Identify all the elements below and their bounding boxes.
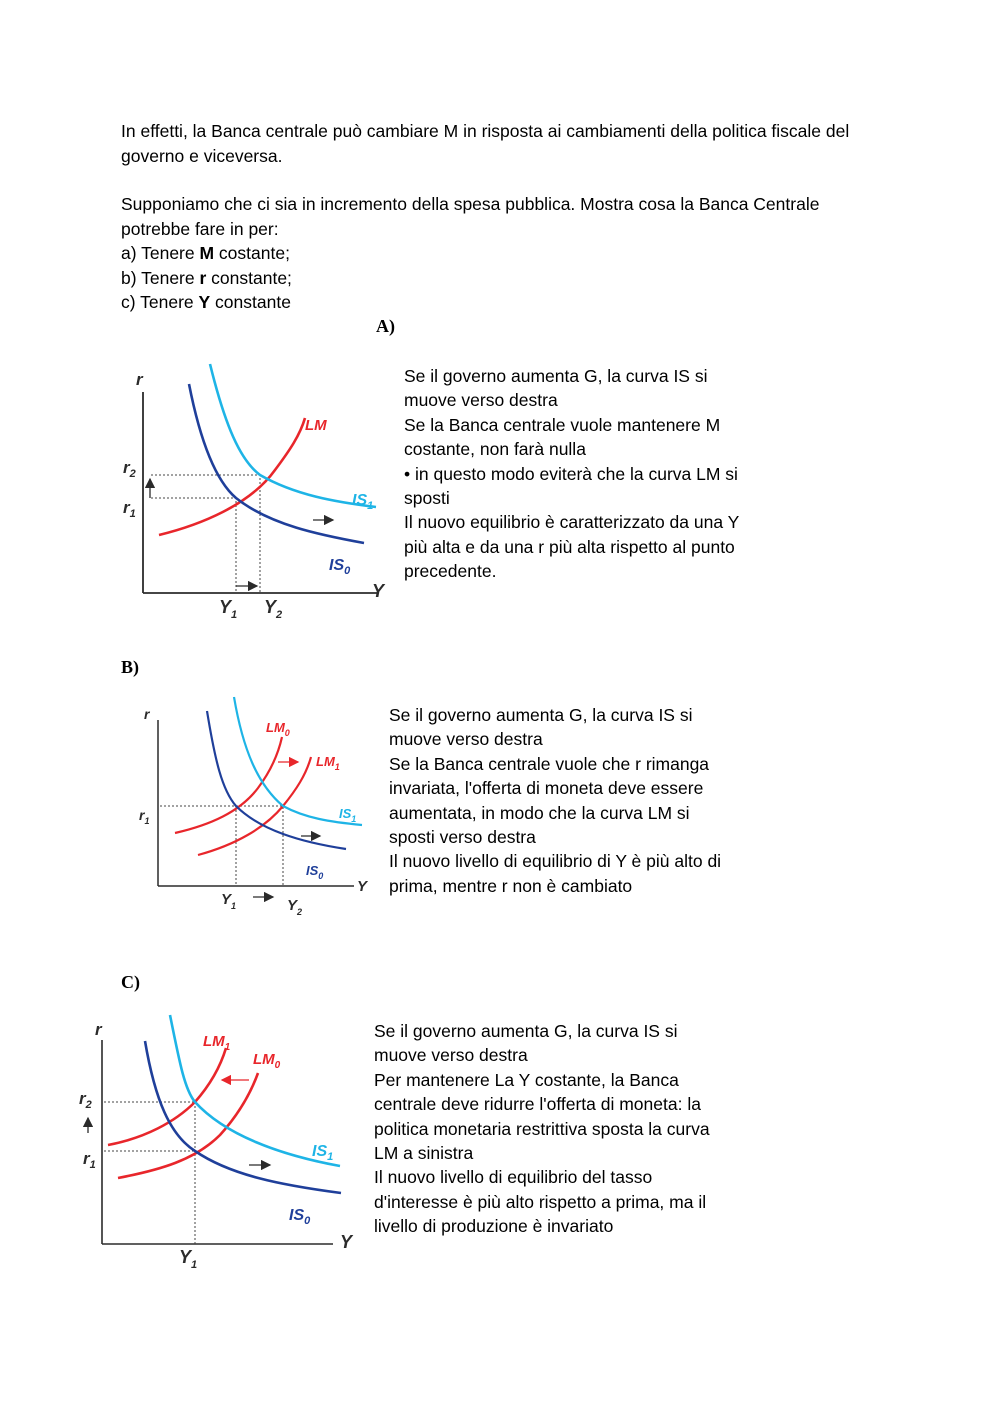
section-c-line: centrale deve ridurre l'offerta di moneta: la [374,1094,701,1115]
is0-curve [189,384,364,543]
axis-label-y: Y [372,581,385,601]
section-a-line: Se il governo aumenta G, la curva IS si [404,366,708,386]
axis-label-y: Y [357,878,368,895]
section-a-line: Se la Banca centrale vuole mantenere M [404,414,721,435]
intro-item-b: b) Tenere r constante; [121,267,292,288]
section-b-line: aumentata, in modo che la curva LM si [389,802,690,823]
section-c-line: Se il governo aumenta G, la curva IS si [374,1021,678,1041]
label-r2: $r_2$ [123,458,136,480]
section-a-line: Il nuovo equilibrio è caratterizzato da una Y [404,512,740,533]
intro-paragraph-2: Supponiamo che ci sia in incremento della spesa pubblica. Mostra cosa la Banca Centrale potrebbe fare in per: [121,194,820,239]
section-b-line: Se il governo aumenta G, la curva IS si [389,705,693,725]
section-a-line: muove verso destra [404,390,558,411]
section-c-line: muove verso destra [374,1045,528,1066]
label-lm0: $LM_0$ [253,1051,281,1071]
section-b-line: muove verso destra [389,729,543,750]
label-y2: $Y_2$ [287,897,303,917]
section-b-line: sposti verso destra [389,827,536,848]
graph-a [110,355,400,630]
section-a-line: costante, non farà nulla [404,439,586,460]
label-lm0: $LM_0$ [266,720,290,738]
section-a-line: precedente. [404,561,497,582]
label-is0: $IS_0$ [306,863,324,881]
lm1-curve [198,757,311,855]
intro-item-c: c) Tenere Y constante [121,292,291,312]
is0-curve [145,1041,341,1193]
lm0-curve [175,737,282,833]
label-r1: $r_1$ [139,807,150,826]
label-r1: $r_1$ [123,498,136,520]
graph-c [75,1010,370,1280]
section-c-line: Il nuovo livello di equilibrio del tasso [374,1167,653,1188]
is1-curve [210,364,376,507]
label-y1: $Y_1$ [219,597,238,621]
axis-label-r: r [136,370,143,389]
section-c-line: LM a sinistra [374,1143,474,1164]
label-is0: $IS_0$ [289,1207,311,1227]
section-b-label: B) [121,657,139,677]
section-c-line: Per mantenere La Y costante, la Banca [374,1069,679,1090]
label-is1: $IS_1$ [312,1143,334,1163]
intro-item-a: a) Tenere M costante; [121,243,290,263]
label-lm1: $LM_1$ [203,1033,231,1053]
graph-b [130,690,380,920]
section-b-line: invariata, l'offerta di moneta deve essere [389,778,704,799]
label-y2: $Y_2$ [264,597,283,621]
label-lm1: $LM_1$ [316,754,340,772]
section-c-line: d'interesse è più alto rispetto a prima, ma il [374,1191,707,1212]
section-a-line: • in questo modo eviterà che la curva LM si [404,463,738,484]
label-r1: $r_1$ [83,1149,96,1171]
label-r2: $r_2$ [79,1089,92,1111]
section-c-explanation [374,1019,754,1239]
intro-paragraph-1: In effetti, la Banca centrale può cambiare M in risposta ai cambiamenti della politica fiscale del governo e viceversa. [121,121,850,166]
label-is0: $IS_0$ [329,557,351,577]
section-b-line: Il nuovo livello di equilibrio di Y è più alto di [389,851,722,872]
label-is1: $IS_1$ [352,492,374,512]
label-is1: $IS_1$ [339,806,357,824]
section-c-line: politica monetaria restrittiva sposta la curva [374,1118,710,1139]
section-a-line: sposti [404,488,450,509]
section-b-line: prima, mentre r non è cambiato [389,875,633,896]
intro-text [121,119,881,315]
section-a-label: A) [376,316,395,336]
axis-label-y: Y [340,1232,353,1252]
section-a-line: più alta e da una r più alta rispetto al punto [404,536,735,557]
lm1-curve [108,1048,226,1145]
axis-label-r: r [95,1020,102,1039]
label-lm: LM [305,417,327,434]
label-y1: $Y_1$ [179,1247,198,1271]
section-b-explanation [389,703,769,898]
section-c-label: C) [121,972,140,992]
section-c-line: livello di produzione è invariato [374,1216,614,1237]
axis-label-r: r [144,706,150,722]
label-y1: $Y_1$ [221,891,237,911]
section-b-line: Se la Banca centrale vuole che r rimanga [389,753,710,774]
section-a-explanation [404,364,784,584]
